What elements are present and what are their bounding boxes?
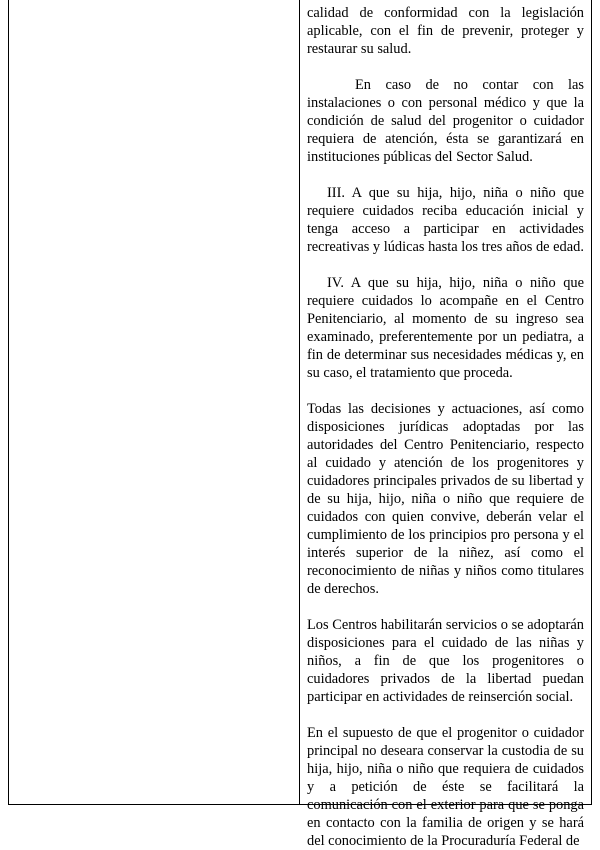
paragraph-fraccion-iv: IV. A que su hija, hijo, niña o niño que requiere cuidados lo acompañe en el Centro Penitenciario, al momento de su ingreso sea examinado, preferentemente por un pediatra, a fin de determinar sus necesidades médicas y, en su caso, el tratamiento que proceda.	[307, 275, 584, 381]
paragraph-centros: Los Centros habilitarán servicios o se adoptarán disposiciones para el cuidado de las niñas y niños, a fin de que los progenitores o cuidadores privados de la libertad puedan participar en actividades de reinserción social.	[307, 617, 584, 705]
paragraph-sector-salud: En caso de no contar con las instalaciones o con personal médico y que la condición de salud del progenitor o cuidador requiera de atención, ésta se garantizará en instituciones públicas del Sector Salud.	[307, 77, 584, 165]
comparison-table	[8, 0, 592, 849]
left-column-empty	[9, 0, 300, 804]
paragraph-fraccion-iii: III. A que su hija, hijo, niña o niño que requiere cuidados reciba educación inicial y tenga acceso a participar en actividades recreativas y lúdicas hasta los tres años de edad.	[307, 185, 584, 255]
paragraph-decisiones: Todas las decisiones y actuaciones, así como disposiciones jurídicas adoptadas por las autoridades del Centro Penitenciario, respecto al cuidado y atención de los progenitores y cuidadores principales privados de su libertad y de su hija, hijo, niña o niño que requiere de cuidados con quien convive, deberán velar el cumplimiento de los principios pro persona y el interés superior de la niñez, así como el reconocimiento de niñas y niños como titulares de derechos.	[307, 401, 584, 597]
paragraph-salud: calidad de conformidad con la legislación aplicable, con el fin de prevenir, proteger y restaurar su salud.	[307, 5, 584, 57]
right-column-text	[300, 0, 591, 849]
paragraph-custodia: En el supuesto de que el progenitor o cuidador principal no deseara conservar la custodia de su hija, hijo, niña o niño que requiera de cuidados y a petición de éste se facilitará la comunicación con el exterior para que se ponga en contacto con la familia de origen y se hará del conocimiento de la Procuraduría Federal de	[307, 725, 584, 849]
